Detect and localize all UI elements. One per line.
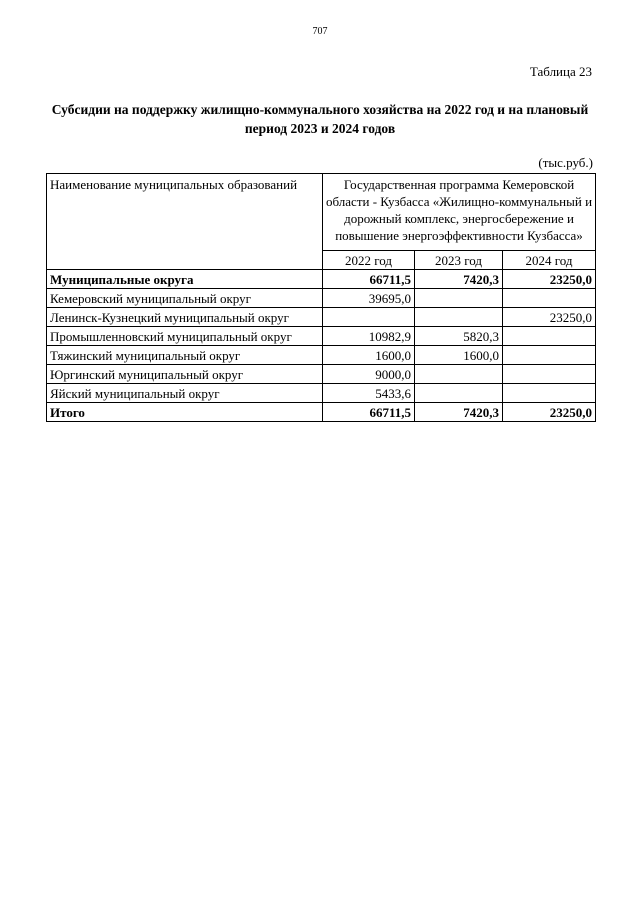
cell-2023: 7420,3 bbox=[415, 403, 503, 422]
cell-2022: 39695,0 bbox=[323, 289, 415, 308]
header-year-2022: 2022 год bbox=[323, 251, 415, 270]
cell-2024 bbox=[503, 365, 596, 384]
cell-2024 bbox=[503, 327, 596, 346]
cell-2022: 5433,6 bbox=[323, 384, 415, 403]
cell-2023 bbox=[415, 384, 503, 403]
row-name: Яйский муниципальный округ bbox=[47, 384, 323, 403]
cell-2023 bbox=[415, 289, 503, 308]
cell-2022: 1600,0 bbox=[323, 346, 415, 365]
table-number: Таблица 23 bbox=[529, 64, 592, 79]
table-row bbox=[47, 346, 596, 365]
cell-2024 bbox=[503, 346, 596, 365]
cell-2024 bbox=[503, 384, 596, 403]
cell-2023: 1600,0 bbox=[415, 346, 503, 365]
table-header-row bbox=[47, 174, 596, 251]
row-name: Промышленновский муниципальный округ bbox=[47, 327, 323, 346]
table-row bbox=[47, 308, 596, 327]
row-name: Юргинский муниципальный округ bbox=[47, 365, 323, 384]
subsidies-table bbox=[46, 173, 596, 422]
header-year-2023: 2023 год bbox=[415, 251, 503, 270]
cell-2024 bbox=[503, 289, 596, 308]
cell-2024: 23250,0 bbox=[503, 403, 596, 422]
cell-2022: 9000,0 bbox=[323, 365, 415, 384]
cell-2024: 23250,0 bbox=[503, 308, 596, 327]
cell-2023 bbox=[415, 308, 503, 327]
table-row bbox=[47, 365, 596, 384]
cell-2024: 23250,0 bbox=[503, 270, 596, 289]
table-row bbox=[47, 327, 596, 346]
row-name: Муниципальные округа bbox=[47, 270, 323, 289]
cell-2023: 5820,3 bbox=[415, 327, 503, 346]
row-name: Ленинск-Кузнецкий муниципальный округ bbox=[47, 308, 323, 327]
header-year-2024: 2024 год bbox=[503, 251, 596, 270]
cell-2022: 66711,5 bbox=[323, 270, 415, 289]
table-row bbox=[47, 289, 596, 308]
group-row bbox=[47, 270, 596, 289]
cell-2022: 10982,9 bbox=[323, 327, 415, 346]
cell-2023 bbox=[415, 365, 503, 384]
page-number: 707 bbox=[312, 26, 328, 37]
units-label: (тыс.руб.) bbox=[538, 155, 593, 170]
document-title: Субсидии на поддержку жилищно-коммунального хозяйства на 2022 год и на плановый период 2023 и 2024 годов bbox=[51, 102, 589, 136]
header-municipality: Наименование муниципальных образований bbox=[47, 174, 323, 270]
cell-2023: 7420,3 bbox=[415, 270, 503, 289]
header-program: Государственная программа Кемеровской области - Кузбасса «Жилищно-коммунальный и дорожный комплекс, энергосбережение и повышение энергоэффективности Кузбасса» bbox=[323, 174, 596, 251]
row-name: Тяжинский муниципальный округ bbox=[47, 346, 323, 365]
row-name: Кемеровский муниципальный округ bbox=[47, 289, 323, 308]
cell-2022: 66711,5 bbox=[323, 403, 415, 422]
cell-2022 bbox=[323, 308, 415, 327]
row-name: Итого bbox=[47, 403, 323, 422]
total-row bbox=[47, 403, 596, 422]
table-row bbox=[47, 384, 596, 403]
